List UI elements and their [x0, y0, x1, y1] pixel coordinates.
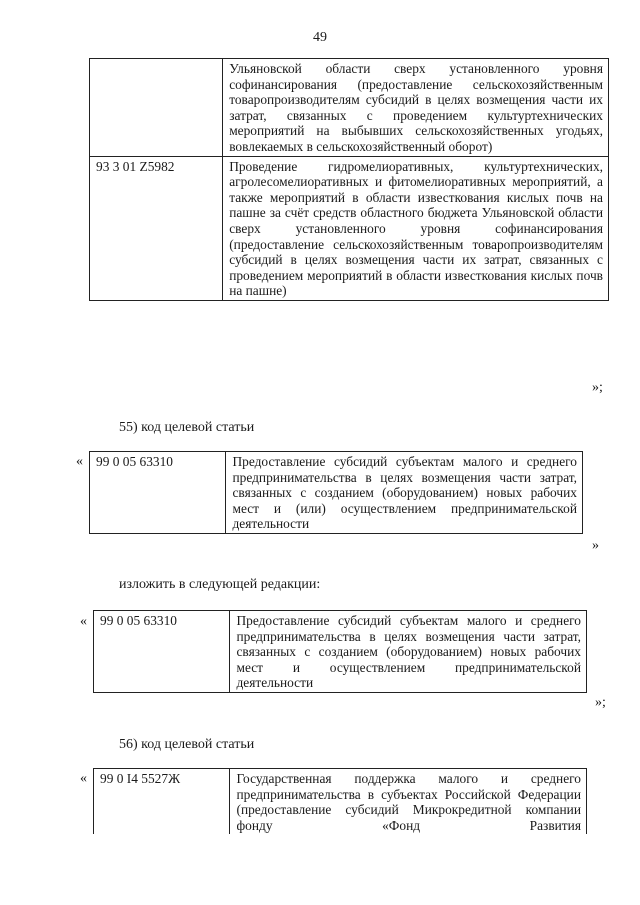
section-heading-56: 56) код целевой статьи — [119, 737, 255, 752]
opening-quote: « — [80, 614, 87, 629]
section-heading-55: 55) код целевой статьи — [119, 420, 255, 435]
opening-quote: « — [76, 454, 83, 469]
target-code-cell: 99 0 05 63310 — [90, 452, 226, 534]
table-row — [90, 452, 583, 534]
restatement-label: изложить в следующей редакции: — [119, 577, 321, 592]
page-number: 49 — [313, 30, 327, 45]
opening-quote: « — [80, 771, 87, 786]
closing-quote: »; — [595, 695, 606, 710]
target-table-partial — [93, 768, 587, 834]
closing-quote: » — [592, 538, 599, 553]
table-row — [94, 611, 587, 693]
target-code-cell: 93 3 01 Z5982 — [90, 156, 223, 300]
target-code-cell — [90, 59, 223, 157]
target-description-cell: Проведение гидромелиоративных, культуртехнических, агролесомелиоративных и фитомелиоративных мероприятий, а также мероприятий в области известкования кислых почв на пашне за счёт средств областного бюджета Ульяновской области сверх установленного уровня софинансирования (предоставление сельскохозяйственным товаропроизводителям субсидий в целях возмещения части их затрат, связанных с проведением мероприятий в области известкования кислых почв на пашне) — [223, 156, 609, 300]
old-target-table — [89, 451, 583, 534]
target-description-cell: Государственная поддержка малого и среднего предпринимательства в субъектах Российской Федерации (предоставление субсидий Микрокредитной компании фонду «Фонд Развития — [230, 769, 587, 835]
target-code-cell: 99 0 I4 5527Ж — [94, 769, 230, 835]
new-target-table — [93, 610, 587, 693]
target-code-cell: 99 0 05 63310 — [94, 611, 230, 693]
table-row — [90, 156, 609, 300]
budget-table-continuation — [89, 58, 609, 301]
closing-quote: »; — [592, 380, 603, 395]
target-description-cell: Предоставление субсидий субъектам малого и среднего предпринимательства в целях возмещения части затрат, связанных с созданием (оборудованием) новых рабочих мест и осуществлением предпринимательской деятельности — [230, 611, 587, 693]
target-description-cell: Предоставление субсидий субъектам малого и среднего предпринимательства в целях возмещения части затрат, связанных с созданием (оборудованием) новых рабочих мест и (или) осуществлением предпринимательской деятельности — [226, 452, 583, 534]
target-description-cell: Ульяновской области сверх установленного уровня софинансирования (предоставление сельскохозяйственным товаропроизводителям субсидий в целях возмещения части их затрат, связанных с проведением культуртехнических мероприятий на выбывших сельскохозяйственных угодьях, вовлекаемых в сельскохозяйственный оборот) — [223, 59, 609, 157]
table-row — [90, 59, 609, 157]
table-row — [94, 769, 587, 835]
